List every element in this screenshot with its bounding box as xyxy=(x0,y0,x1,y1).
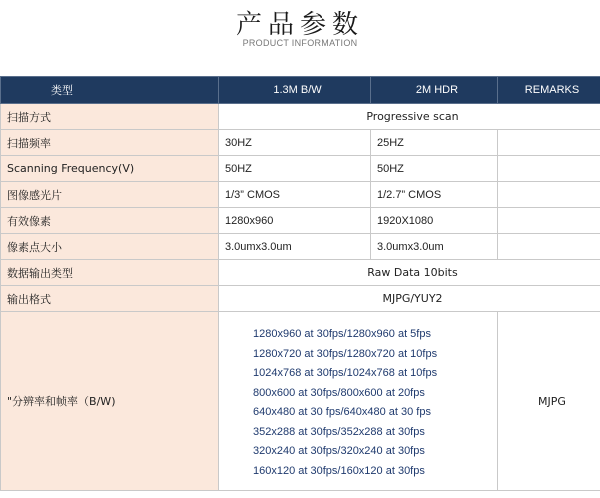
row-value-model-1: 30HZ xyxy=(219,130,371,156)
resolution-line: 352x288 at 30fps/352x288 at 30fps xyxy=(253,425,425,438)
table-row xyxy=(1,182,600,208)
table-row xyxy=(1,104,600,130)
row-value-merged: MJPG/YUY2 xyxy=(219,286,600,312)
row-value-model-2: 25HZ xyxy=(371,130,498,156)
row-label: 数据输出类型 xyxy=(1,260,219,286)
row-label: 图像感光片 xyxy=(1,182,219,208)
row-value-model-1: 3.0umx3.0um xyxy=(219,234,371,260)
table-row xyxy=(1,260,600,286)
row-label: 输出格式 xyxy=(1,286,219,312)
resolution-list xyxy=(219,317,497,485)
spec-table xyxy=(0,76,600,491)
row-value-merged: Progressive scan xyxy=(219,104,600,130)
row-value-model-2: 1/2.7” CMOS xyxy=(371,182,498,208)
row-value-model-2: 1920X1080 xyxy=(371,208,498,234)
table-header-row xyxy=(1,77,600,104)
row-value-merged: Raw Data 10bits xyxy=(219,260,600,286)
table-row xyxy=(1,208,600,234)
row-label: 有效像素 xyxy=(1,208,219,234)
resolution-list-cell xyxy=(219,312,498,491)
page-header xyxy=(0,0,600,76)
row-value-model-2: 3.0umx3.0um xyxy=(371,234,498,260)
resolution-line: 640x480 at 30 fps/640x480 at 30 fps xyxy=(253,406,431,418)
table-row xyxy=(1,234,600,260)
row-remarks xyxy=(498,234,600,260)
resolution-line: 160x120 at 30fps/160x120 at 30fps xyxy=(253,464,425,477)
row-label: 扫描方式 xyxy=(1,104,219,130)
row-value-model-1: 1280x960 xyxy=(219,208,371,234)
table-row xyxy=(1,156,600,182)
row-label: "分辨率和帧率（B/W) xyxy=(1,312,219,491)
resolution-line: 1280x720 at 30fps/1280x720 at 10fps xyxy=(253,347,438,360)
row-label: Scanning Frequency(V) xyxy=(1,156,219,182)
row-value-model-2: 50HZ xyxy=(371,156,498,182)
table-row-resolution xyxy=(1,312,600,491)
header-type: 类型 xyxy=(1,77,219,104)
resolution-line: 1280x960 at 30fps/1280x960 at 5fps xyxy=(253,328,431,340)
row-remarks xyxy=(498,182,600,208)
page-title: 产品参数 xyxy=(235,10,364,40)
resolution-line: 320x240 at 30fps/320x240 at 30fps xyxy=(253,445,425,457)
page-subtitle: PRODUCT INFORMATION xyxy=(242,38,358,48)
resolution-line: 1024x768 at 30fps/1024x768 at 10fps xyxy=(253,367,438,379)
header-remarks: REMARKS xyxy=(498,77,600,104)
table-row xyxy=(1,286,600,312)
row-label: 扫描频率 xyxy=(1,130,219,156)
table-row xyxy=(1,130,600,156)
header-model-1: 1.3M B/W xyxy=(219,77,371,104)
row-remarks xyxy=(498,130,600,156)
row-remarks: MJPG xyxy=(498,312,600,491)
row-value-model-1: 1/3” CMOS xyxy=(219,182,371,208)
row-remarks xyxy=(498,156,600,182)
row-value-model-1: 50HZ xyxy=(219,156,371,182)
header-model-2: 2M HDR xyxy=(371,77,498,104)
row-label: 像素点大小 xyxy=(1,234,219,260)
resolution-line: 800x600 at 30fps/800x600 at 20fps xyxy=(253,386,425,399)
row-remarks xyxy=(498,208,600,234)
